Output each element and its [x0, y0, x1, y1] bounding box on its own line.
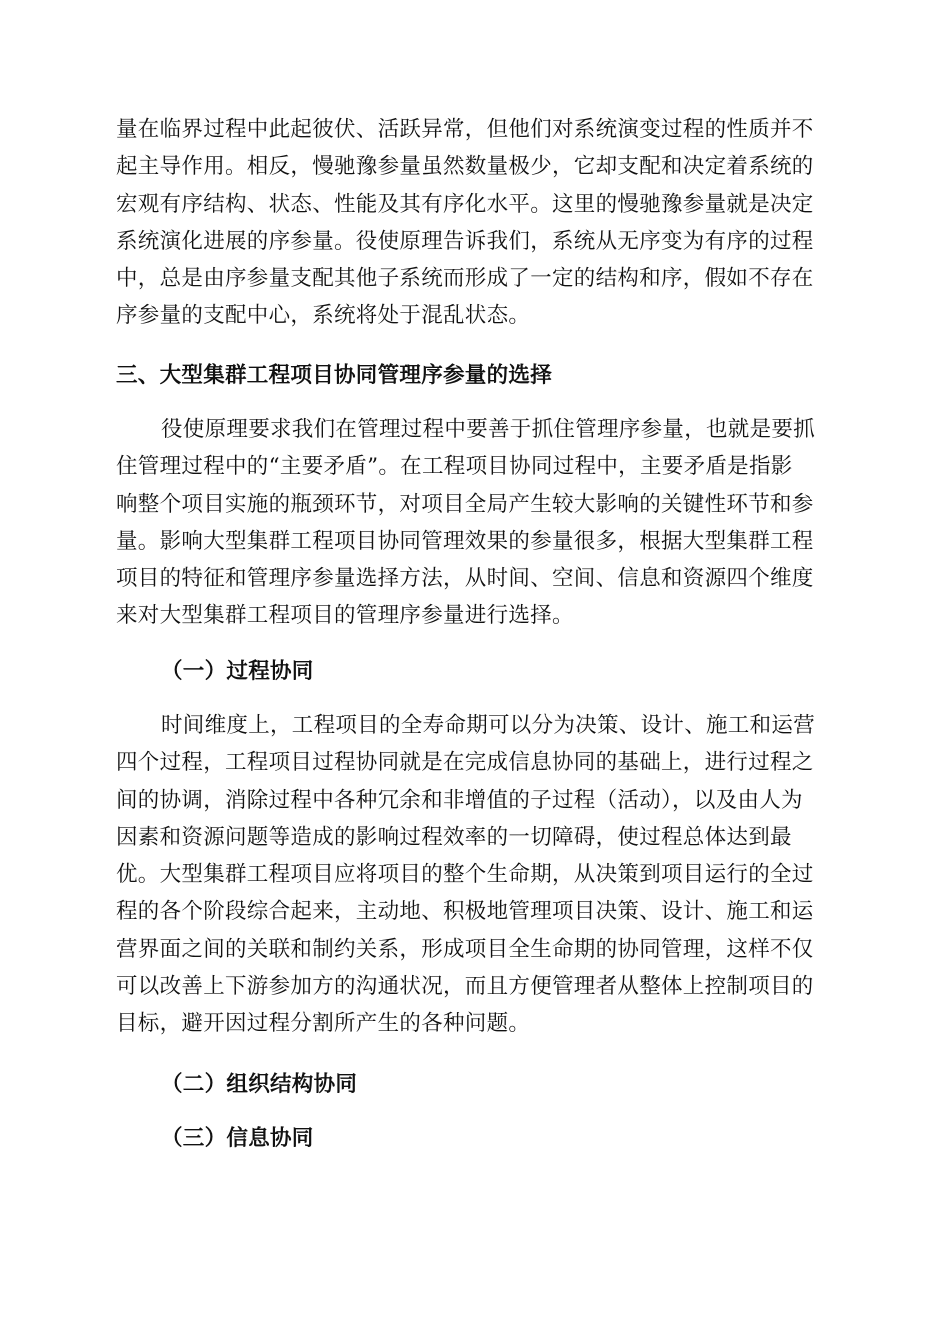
text-line: 量。影响大型集群工程项目协同管理效果的参量很多，根据大型集群工程: [116, 528, 814, 554]
text-line: 役使原理要求我们在管理过程中要善于抓住管理序参量，也就是要抓: [161, 417, 816, 442]
text-line: 序参量的支配中心，系统将处于混乱状态。: [116, 303, 531, 329]
subsection-heading: （二）组织结构协同: [161, 1072, 358, 1097]
text-line: 程的各个阶段综合起来，主动地、积极地管理项目决策、设计、施工和运: [116, 899, 814, 925]
text-line: 宏观有序结构、状态、性能及其有序化水平。这里的慢驰豫参量就是决定: [116, 191, 814, 217]
text-line: 量在临界过程中此起彼伏、活跃异常，但他们对系统演变过程的性质并不: [116, 117, 814, 142]
text-line: 中，总是由序参量支配其他子系统而形成了一定的结构和序，假如不存在: [116, 266, 814, 292]
text-line: 因素和资源问题等造成的影响过程效率的一切障碍，使过程总体达到最: [116, 824, 792, 850]
paragraph-enslaving-principle: [116, 411, 832, 635]
text-line: 目标，避开因过程分割所产生的各种问题。: [116, 1011, 531, 1037]
text-line: 住管理过程中的“主要矛盾”。在工程项目协同过程中，主要矛盾是指影: [116, 454, 793, 480]
text-line: 起主导作用。相反，慢驰豫参量虽然数量极少，它却支配和决定着系统的: [116, 154, 814, 180]
paragraph-process-coordination: [116, 707, 832, 1043]
text-line: 时间维度上，工程项目的全寿命期可以分为决策、设计、施工和运营: [161, 713, 816, 738]
section-heading: 三、大型集群工程项目协同管理序参量的选择: [116, 363, 553, 388]
text-line: 响整个项目实施的瓶颈环节，对项目全局产生较大影响的关键性环节和参: [116, 491, 814, 517]
subsection-heading: （一）过程协同: [161, 659, 314, 684]
text-line: 项目的特征和管理序参量选择方法，从时间、空间、信息和资源四个维度: [116, 566, 814, 592]
paragraph-order-parameter-intro: [116, 111, 832, 335]
text-line: 系统演化进展的序参量。役使原理告诉我们，系统从无序变为有序的过程: [116, 228, 814, 254]
subsection-heading: （三）信息协同: [161, 1126, 314, 1151]
text-line: 间的协调，消除过程中各种冗余和非增值的子过程（活动），以及由人为: [116, 787, 803, 813]
text-line: 四个过程，工程项目过程协同就是在完成信息协同的基础上，进行过程之: [116, 750, 814, 776]
text-line: 可以改善上下游参加方的沟通状况，而且方便管理者从整体上控制项目的: [116, 974, 814, 1000]
text-line: 优。大型集群工程项目应将项目的整个生命期，从决策到项目运行的全过: [116, 862, 814, 888]
text-line: 营界面之间的关联和制约关系，形成项目全生命期的协同管理，这样不仅: [116, 936, 814, 962]
text-line: 来对大型集群工程项目的管理序参量进行选择。: [116, 603, 574, 629]
